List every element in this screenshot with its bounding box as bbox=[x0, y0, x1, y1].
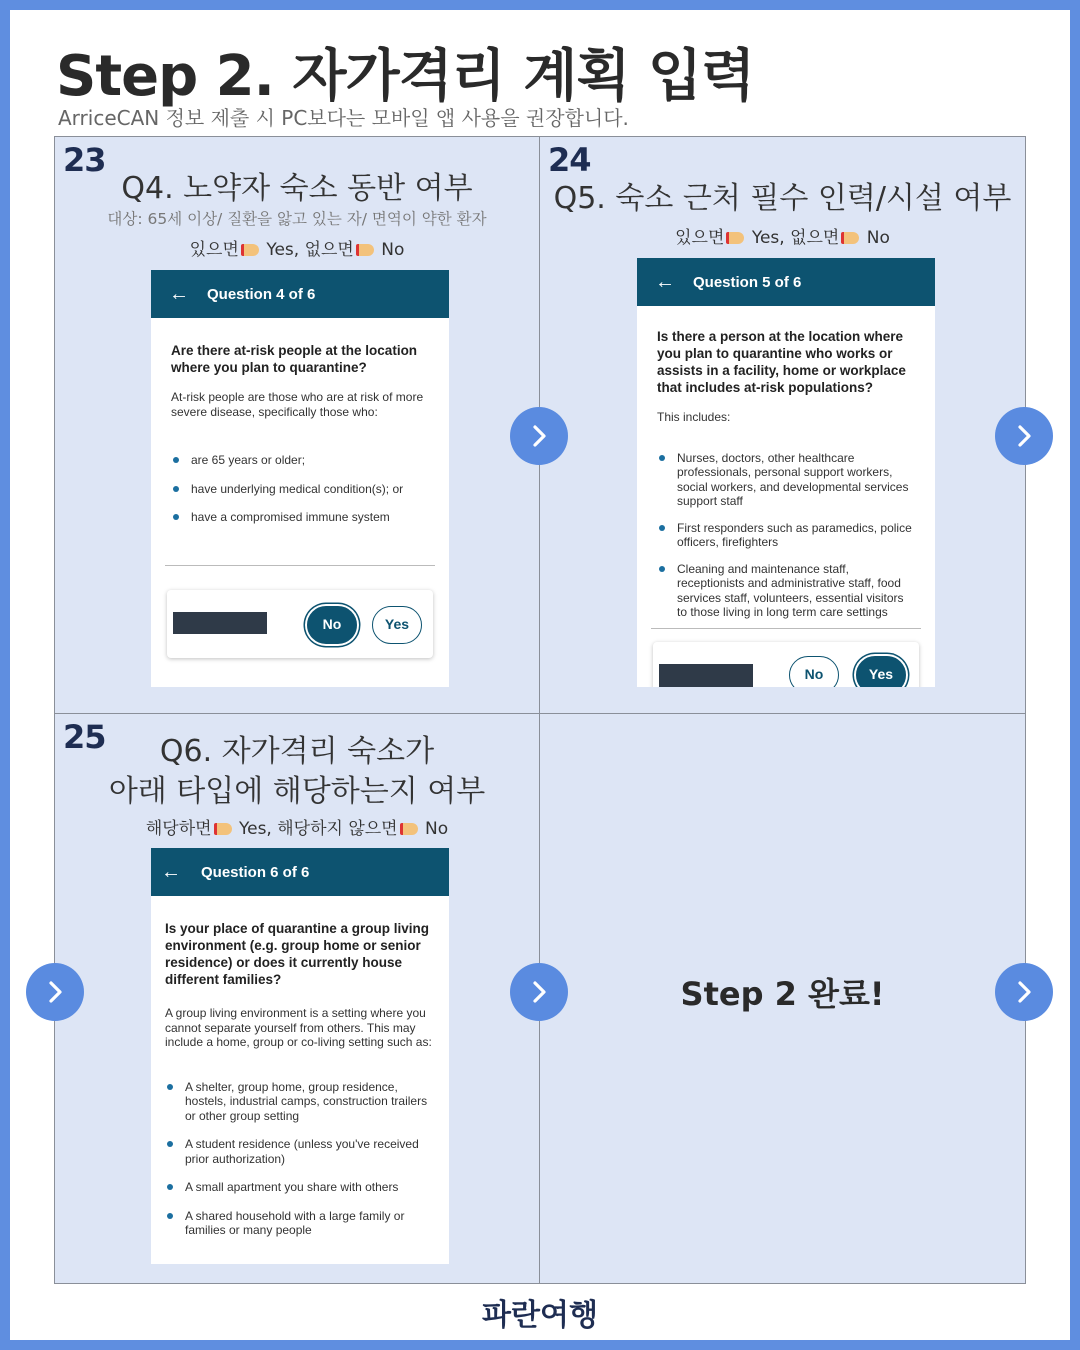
back-arrow-icon[interactable]: ← bbox=[169, 282, 189, 305]
guide-if-yes: 있으면 bbox=[189, 240, 239, 260]
chevron-right-icon bbox=[1011, 423, 1037, 449]
next-button[interactable] bbox=[995, 407, 1053, 465]
back-arrow-icon[interactable]: ← bbox=[161, 860, 181, 883]
question-text: Is there a person at the location where you plan to quarantine who works or assists in a facility, home or workplace that includes at-risk populations? bbox=[657, 329, 906, 395]
answer-guide bbox=[540, 223, 1025, 248]
question-counter: Question 4 of 6 bbox=[207, 285, 316, 303]
guide-no: No bbox=[425, 819, 449, 839]
divider bbox=[165, 565, 435, 566]
list-item: have a compromised immune system bbox=[171, 510, 429, 525]
guide-mid: Yes, 없으면 bbox=[266, 240, 354, 260]
step-number: 25 bbox=[63, 718, 106, 756]
page-title: Step 2. 자가격리 계획 입력 bbox=[56, 44, 755, 109]
question-text: Is your place of quarantine a group living environment (e.g. group home or senior residence) or does it currently house different families? bbox=[165, 921, 430, 987]
answer-guide bbox=[55, 235, 539, 260]
redacted-block bbox=[659, 664, 753, 687]
chevron-right-icon bbox=[526, 423, 552, 449]
list-item: A shared household with a large family or families or many people bbox=[165, 1209, 435, 1238]
next-button[interactable] bbox=[510, 407, 568, 465]
step-number: 23 bbox=[63, 141, 106, 179]
list-item: A small apartment you share with others bbox=[165, 1180, 435, 1195]
pointing-hand-icon bbox=[214, 823, 232, 835]
question-title-line2: 아래 타입에 해당하는지 여부 bbox=[108, 774, 486, 809]
panel-done bbox=[540, 714, 1025, 1283]
pointing-hand-icon bbox=[726, 232, 744, 244]
next-button[interactable] bbox=[510, 963, 568, 1021]
question-header bbox=[637, 258, 935, 306]
yes-button[interactable]: Yes bbox=[372, 606, 422, 644]
list-item: A student residence (unless you've received prior authorization) bbox=[165, 1137, 435, 1166]
guide-if-yes: 있으면 bbox=[675, 228, 725, 248]
question-counter: Question 5 of 6 bbox=[693, 273, 802, 291]
guide-mid: Yes, 없으면 bbox=[751, 228, 840, 248]
question-title-line1: Q6. 자가격리 숙소가 bbox=[159, 734, 435, 769]
list-item: have underlying medical condition(s); or bbox=[171, 482, 429, 497]
guide-no: No bbox=[866, 228, 890, 248]
page bbox=[10, 10, 1070, 1340]
brand-logo: 파란여행 bbox=[482, 1298, 598, 1333]
pointing-hand-icon bbox=[841, 232, 859, 244]
chevron-right-icon bbox=[526, 979, 552, 1005]
list-item: A shelter, group home, group residence, hostels, industrial camps, construction trailers or other group setting bbox=[165, 1080, 435, 1124]
app-screenshot bbox=[637, 258, 935, 687]
chevron-right-icon bbox=[42, 979, 68, 1005]
guide-if-yes: 해당하면 bbox=[145, 819, 212, 839]
app-screenshot bbox=[151, 270, 449, 687]
list-item: are 65 years or older; bbox=[171, 453, 429, 468]
question-intro: This includes: bbox=[657, 410, 731, 424]
no-button[interactable]: No bbox=[307, 606, 357, 644]
panel-q4 bbox=[55, 137, 540, 714]
page-subtitle: ArriceCAN 정보 제출 시 PC보다는 모바일 앱 사용을 권장합니다. bbox=[58, 106, 629, 130]
redacted-block bbox=[173, 612, 267, 634]
answer-guide bbox=[55, 814, 539, 839]
question-counter: Question 6 of 6 bbox=[201, 863, 310, 881]
steps-grid bbox=[54, 136, 1026, 1284]
question-target: 대상: 65세 이상/ 질환을 앓고 있는 자/ 면역이 약한 환자 bbox=[107, 210, 487, 228]
next-button[interactable] bbox=[26, 963, 84, 1021]
pointing-hand-icon bbox=[241, 244, 259, 256]
back-arrow-icon[interactable]: ← bbox=[655, 270, 675, 293]
step-number: 24 bbox=[548, 141, 591, 179]
panel-q6 bbox=[55, 714, 540, 1283]
list-item: First responders such as paramedics, police officers, firefighters bbox=[657, 521, 915, 550]
divider bbox=[651, 628, 921, 629]
question-intro: A group living environment is a setting where you cannot separate yourself from others. This may include a home, group or co-living setting such as: bbox=[165, 1006, 432, 1049]
list-item: Cleaning and maintenance staff, receptionists and administrative staff, food services staff, volunteers, essential visitors to those living in long term care settings bbox=[657, 562, 915, 620]
pointing-hand-icon bbox=[356, 244, 374, 256]
pointing-hand-icon bbox=[400, 823, 418, 835]
next-button[interactable] bbox=[995, 963, 1053, 1021]
answer-card bbox=[167, 590, 433, 658]
question-title: Q5. 숙소 근처 필수 인력/시설 여부 bbox=[553, 181, 1012, 216]
guide-mid: Yes, 해당하지 않으면 bbox=[238, 819, 398, 839]
question-header bbox=[151, 848, 449, 896]
guide-no: No bbox=[381, 240, 405, 260]
answer-card bbox=[653, 642, 919, 687]
question-intro: At-risk people are those who are at risk of more severe disease, specifically those who: bbox=[171, 390, 424, 419]
no-button[interactable]: No bbox=[789, 656, 839, 687]
question-text: Are there at-risk people at the location where you plan to quarantine? bbox=[171, 343, 418, 375]
panel-q5 bbox=[540, 137, 1025, 714]
question-header bbox=[151, 270, 449, 318]
chevron-right-icon bbox=[1011, 979, 1037, 1005]
completion-text: Step 2 완료! bbox=[680, 975, 885, 1013]
yes-button[interactable]: Yes bbox=[856, 656, 906, 687]
list-item: Nurses, doctors, other healthcare professionals, personal support workers, social workers, and developmental services support staff bbox=[657, 451, 915, 509]
question-title: Q4. 노약자 숙소 동반 여부 bbox=[121, 171, 473, 206]
app-screenshot bbox=[151, 848, 449, 1264]
